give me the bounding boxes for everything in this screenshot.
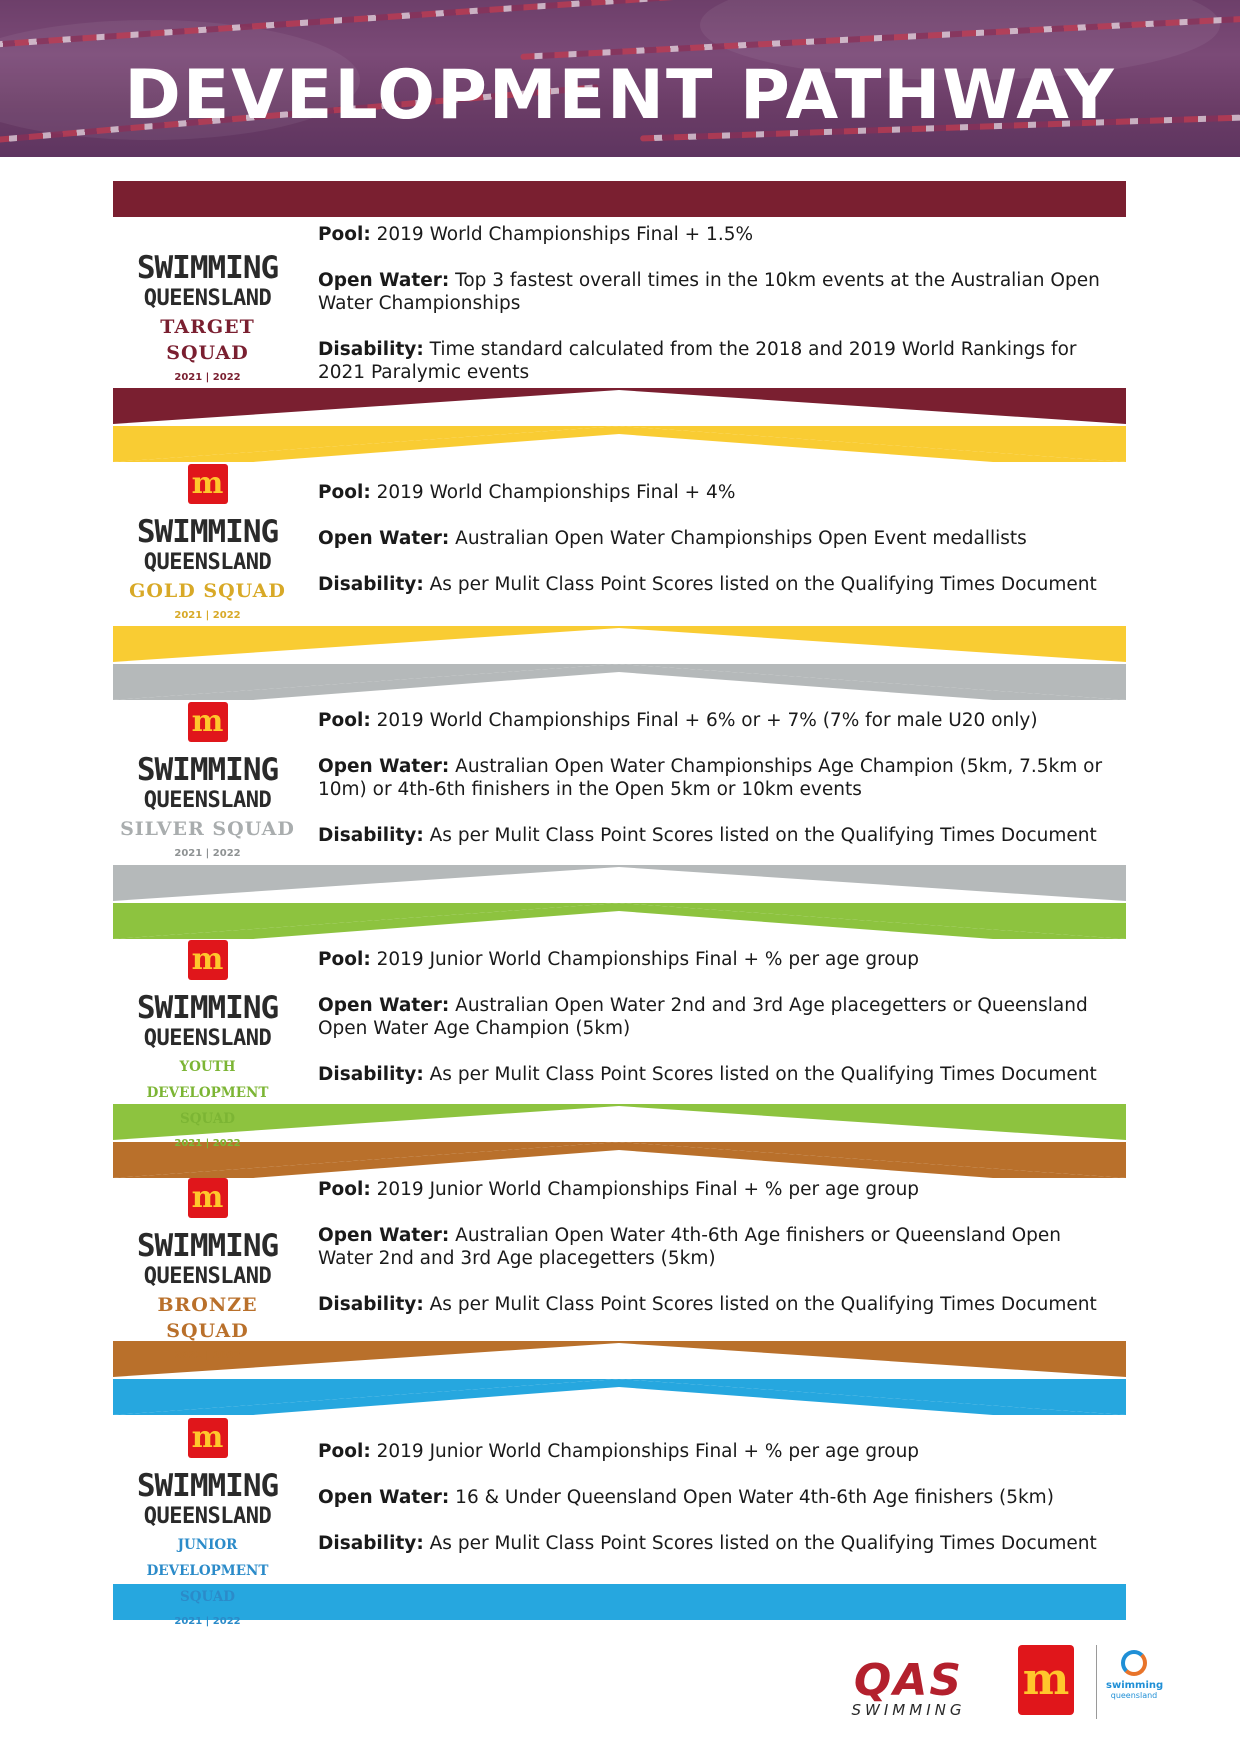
header-banner (0, 0, 1240, 157)
logo-squad-name: JUNIOR DEVELOPMENT SQUAD (146, 1537, 269, 1605)
disability-criterion: Disability: As per Mulit Class Point Scores listed on the Qualifying Times Document (318, 574, 1097, 595)
gold-silver-chevron-band (113, 626, 1126, 700)
logo-year: 2021 | 2022 (174, 1350, 241, 1361)
logo-line2: QUEENSLAND (143, 1026, 272, 1051)
logo-squad-name: SILVER SQUAD (120, 818, 295, 840)
mcdonalds-icon: m (188, 702, 228, 742)
logo-year: 2021 | 2022 (174, 1138, 241, 1149)
open-water-criterion: Open Water: Top 3 fastest overall times in the 10km events at the Australian Open Water Championships (318, 270, 1100, 314)
logo-line1: SWIMMING (136, 250, 279, 286)
pool-criterion: Pool: 2019 World Championships Final + 6% or + 7% (7% for male U20 only) (318, 710, 1038, 731)
logo-year: 2021 | 2022 (174, 610, 241, 621)
logo-line1: SWIMMING (136, 1228, 279, 1264)
sq-logo-line1: swimming (1106, 1680, 1164, 1691)
pool-criterion: Pool: 2019 Junior World Championships Final + % per age group (318, 1441, 920, 1462)
open-water-criterion: Open Water: Australian Open Water 4th-6th Age finishers or Queensland Open Water 2nd and 3rd Age placegetters (5km) (318, 1225, 1062, 1269)
bronze-squad-logo (120, 1178, 295, 1364)
pool-criterion: Pool: 2019 Junior World Championships Final + % per age group (318, 949, 920, 970)
qas-swimming-logo (836, 1655, 981, 1719)
swimming-queensland-logo (1106, 1650, 1162, 1701)
junior-development-squad-criteria (318, 1440, 1118, 1578)
logo-line1: SWIMMING (136, 752, 279, 788)
target-squad-criteria (318, 223, 1118, 407)
open-water-criterion: Open Water: 16 & Under Queensland Open Water 4th-6th Age finishers (5km) (318, 1487, 1054, 1508)
sq-logo-line2: queensland (1110, 1691, 1158, 1700)
disability-criterion: Disability: As per Mulit Class Point Scores listed on the Qualifying Times Document (318, 825, 1097, 846)
logo-squad-name: YOUTH DEVELOPMENT SQUAD (146, 1059, 269, 1127)
gold-squad-logo (120, 464, 295, 624)
mcdonalds-icon: m (188, 940, 228, 980)
mcdonalds-icon: m (1018, 1645, 1074, 1715)
disability-criterion: Disability: As per Mulit Class Point Scores listed on the Qualifying Times Document (318, 1294, 1097, 1315)
footer-divider (1096, 1645, 1097, 1719)
youth-development-squad-criteria (318, 948, 1118, 1109)
logo-line2: QUEENSLAND (143, 286, 272, 311)
swirl-icon (1121, 1650, 1147, 1676)
logo-year: 2021 | 2022 (174, 372, 241, 383)
junior-development-squad-logo (120, 1418, 295, 1630)
mcdonalds-icon: m (188, 1418, 228, 1458)
logo-line2: QUEENSLAND (143, 1504, 272, 1529)
logo-year: 2021 | 2022 (174, 848, 241, 859)
pool-criterion: Pool: 2019 World Championships Final + 4% (318, 482, 736, 503)
open-water-criterion: Open Water: Australian Open Water Championships Age Champion (5km, 7.5km or 10m) or 4th-6th finishers in the Open 5km or 10km events (318, 756, 1103, 800)
logo-year: 2021 | 2022 (174, 1616, 241, 1627)
mcdonalds-icon: m (188, 1178, 228, 1218)
logo-squad-name: BRONZE SQUAD (157, 1294, 258, 1342)
disability-criterion: Disability: As per Mulit Class Point Scores listed on the Qualifying Times Document (318, 1064, 1097, 1085)
mcdonalds-icon: m (188, 464, 228, 504)
logo-line1: SWIMMING (136, 514, 279, 550)
silver-squad-criteria (318, 709, 1118, 870)
open-water-criterion: Open Water: Australian Open Water Championships Open Event medallists (318, 528, 1027, 549)
logo-squad-name: TARGET SQUAD (160, 316, 255, 364)
logo-line1: SWIMMING (136, 1468, 279, 1504)
logo-line2: QUEENSLAND (143, 788, 272, 813)
page-title: DEVELOPMENT PATHWAY (124, 56, 1116, 135)
logo-line2: QUEENSLAND (143, 1264, 272, 1289)
disability-criterion: Disability: As per Mulit Class Point Scores listed on the Qualifying Times Document (318, 1533, 1097, 1554)
target-squad-logo (120, 250, 295, 386)
qas-logo-subtext: SWIMMING (851, 1701, 966, 1719)
silver-youth-chevron-band (113, 865, 1126, 939)
logo-line2: QUEENSLAND (143, 550, 272, 575)
silver-squad-logo (120, 702, 295, 862)
logo-squad-name: GOLD SQUAD (129, 580, 286, 602)
qas-logo-text: QAS (853, 1655, 964, 1706)
disability-criterion: Disability: Time standard calculated from the 2018 and 2019 World Rankings for 2021 Paralymic events (318, 339, 1077, 383)
target-top-band (113, 181, 1126, 217)
gold-squad-criteria (318, 481, 1118, 619)
pool-criterion: Pool: 2019 Junior World Championships Final + % per age group (318, 1179, 920, 1200)
pool-criterion: Pool: 2019 World Championships Final + 1.5% (318, 224, 754, 245)
youth-development-squad-logo (120, 940, 295, 1152)
bronze-squad-criteria (318, 1178, 1118, 1339)
logo-line1: SWIMMING (136, 990, 279, 1026)
open-water-criterion: Open Water: Australian Open Water 2nd and 3rd Age placegetters or Queensland Open Water Age Champion (5km) (318, 995, 1088, 1039)
